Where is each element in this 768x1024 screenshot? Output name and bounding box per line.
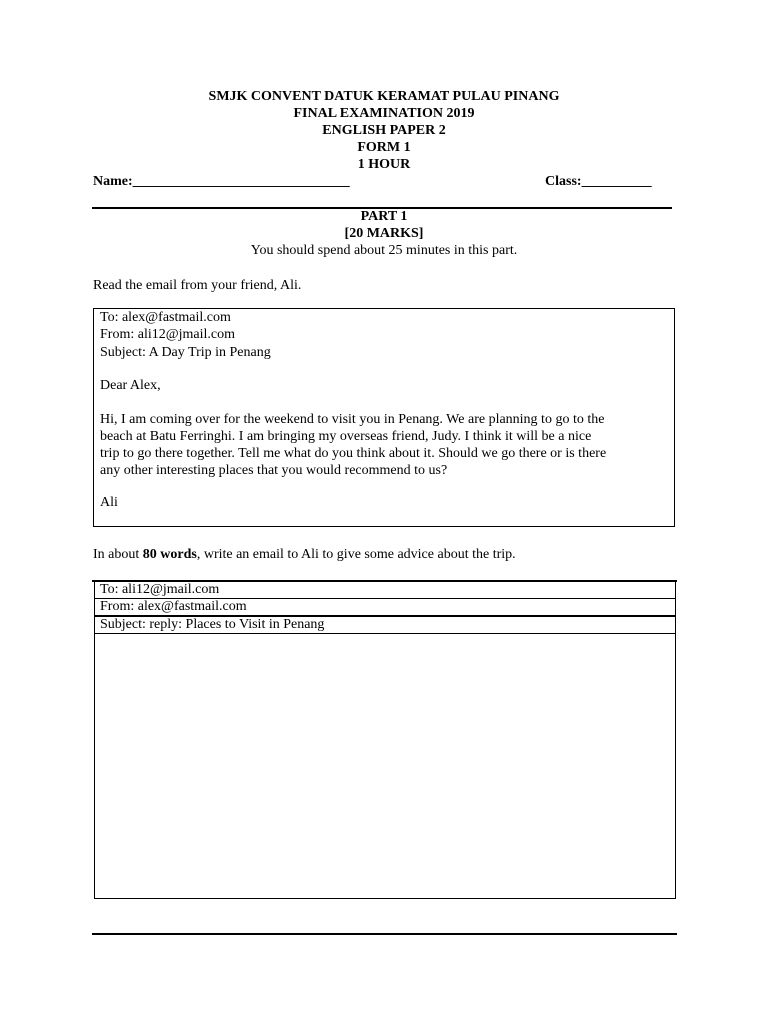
paper-title: ENGLISH PAPER 2 [322,123,446,138]
name-label: Name: [93,174,133,189]
task-prefix: In about [93,547,143,562]
email-to: To: alex@fastmail.com [100,310,231,325]
form-label: FORM 1 [357,140,411,155]
duration-label: 1 HOUR [357,157,411,172]
exam-header [0,88,768,173]
part-title: PART 1 [360,209,408,224]
task-word-count: 80 words [142,547,197,562]
name-field[interactable] [93,173,350,190]
email-from: From: ali12@jmail.com [100,327,235,342]
exam-title: FINAL EXAMINATION 2019 [293,106,475,121]
part-marks: [20 MARKS] [344,226,424,241]
class-blank: __________ [581,174,652,189]
footer-rule [92,933,677,935]
email-body-line: beach at Batu Ferringhi. I am bringing my overseas friend, Judy. I think it will be a nice [100,429,592,444]
school-name: SMJK CONVENT DATUK KERAMAT PULAU PINANG [208,89,560,104]
time-note: You should spend about 25 minutes in this part. [250,243,518,258]
instruction-text: Read the email from your friend, Ali. [93,278,302,293]
reply-subject-row [94,616,676,634]
email-body-line: any other interesting places that you would recommend to us? [100,463,448,478]
class-field[interactable] [545,173,652,190]
email-body-line: Hi, I am coming over for the weekend to visit you in Penang. We are planning to go to the [100,412,605,427]
email-body-line: trip to go there together. Tell me what do you think about it. Should we go there or is there [100,446,607,461]
email-greeting: Dear Alex, [100,378,161,393]
email-signature: Ali [100,495,118,510]
class-label: Class: [545,174,582,189]
reply-to-row [94,581,676,599]
task-instruction [93,546,516,563]
reply-body-area[interactable] [94,633,676,899]
reply-to: To: ali12@jmail.com [100,582,220,597]
task-suffix: , write an email to Ali to give some advice about the trip. [196,547,516,562]
reply-from-row [94,598,676,616]
email-box [93,308,675,527]
email-subject: Subject: A Day Trip in Penang [100,345,271,360]
email-body [100,411,670,479]
reply-subject: Subject: reply: Places to Visit in Penang [100,617,325,632]
reply-from: From: alex@fastmail.com [100,599,247,614]
name-blank: _______________________________ [132,174,350,189]
